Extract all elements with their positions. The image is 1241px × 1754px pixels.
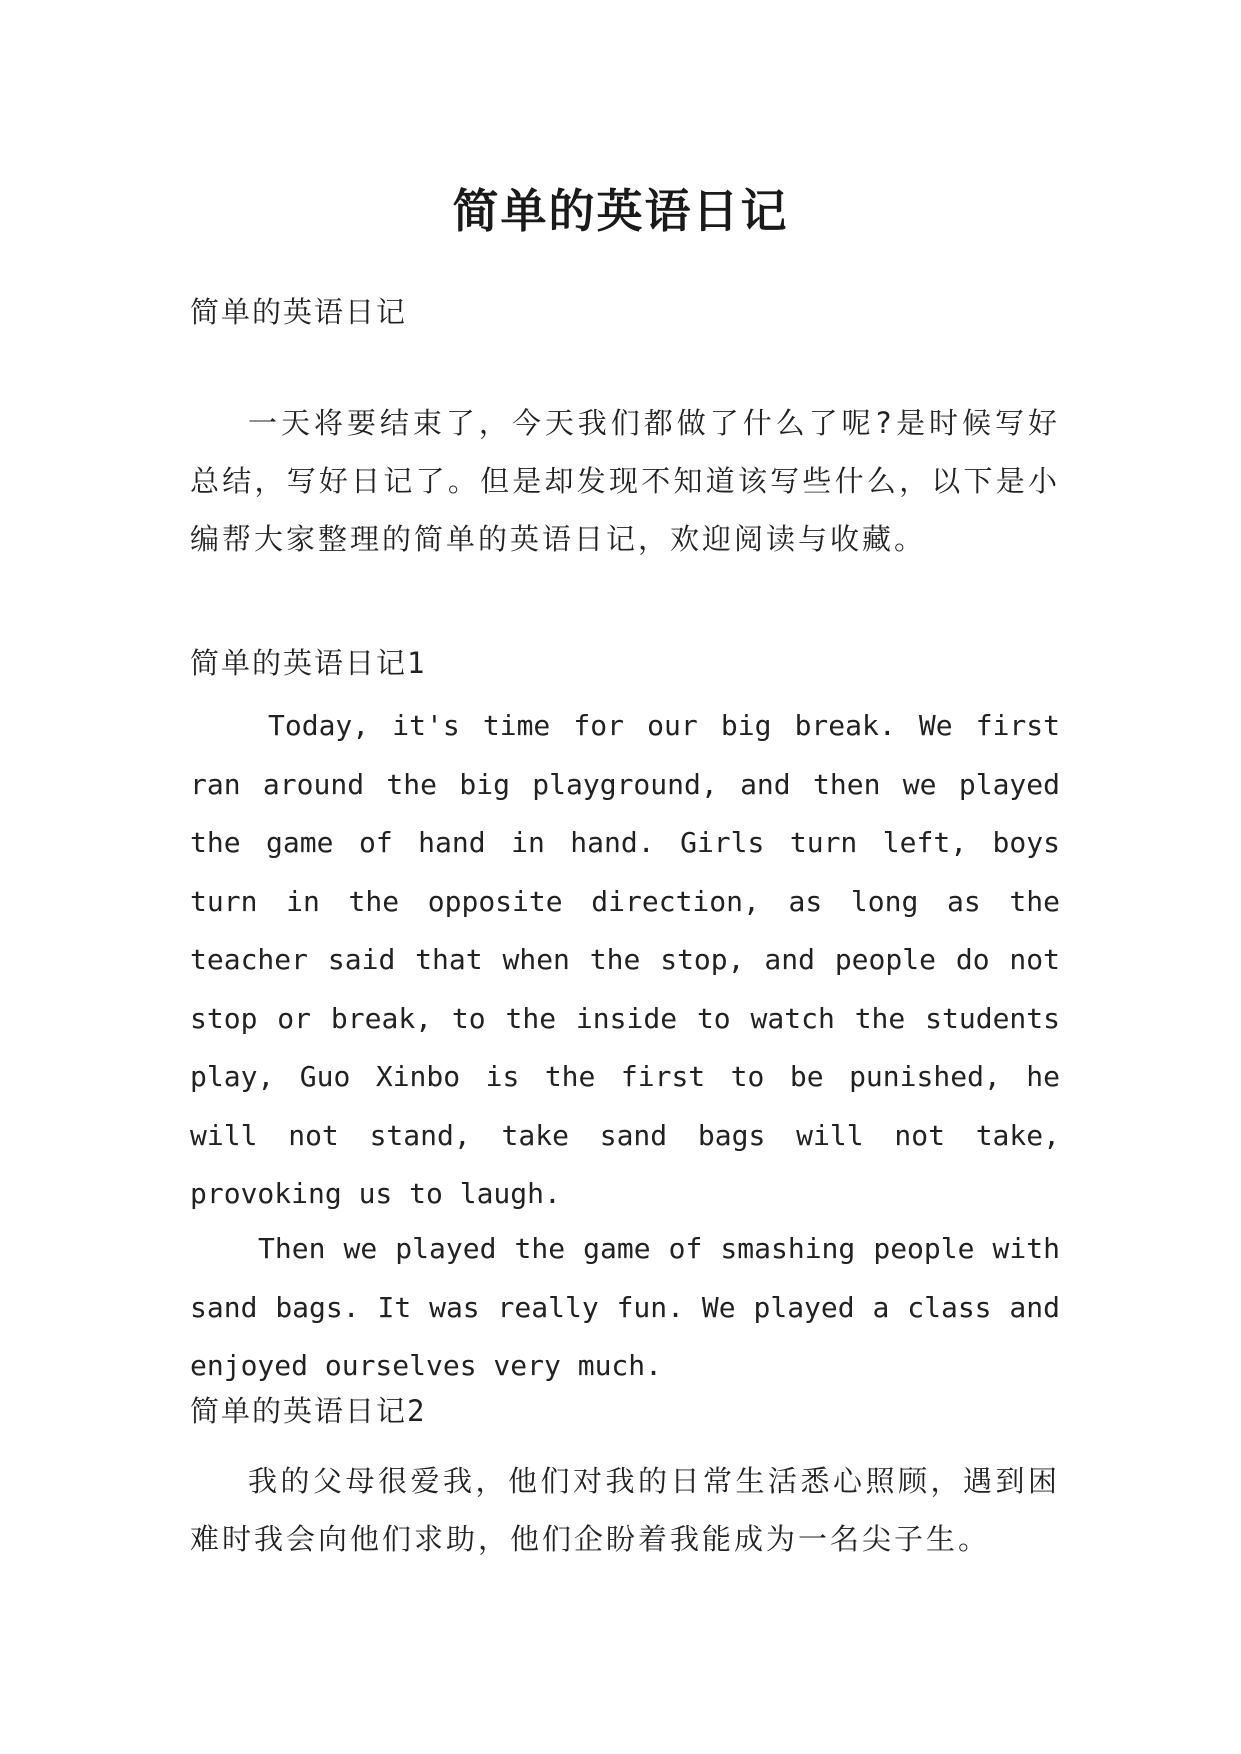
intro-paragraph: 一天将要结束了，今天我们都做了什么了呢?是时候写好总结，写好日记了。但是却发现不知道该写些什么，以下是小编帮大家整理的简单的英语日记，欢迎阅读与收藏。: [190, 406, 1060, 556]
document-subtitle: 简单的英语日记: [190, 295, 408, 329]
section-2-heading: 简单的英语日记2: [190, 1394, 427, 1428]
section-1-heading: 简单的英语日记1: [190, 646, 427, 680]
section-1-paragraph-1: Today, it's time for our big break. We first ran around the big playground, and then we played the game of hand in hand. Girls turn left, boys turn in the opposite direction, as long as the teacher said that when the stop, and people do not stop or break, to the inside to watch the students play, Guo Xinbo is the first to be punished, he will not stand, take sand bags will not take, provoking us to laugh.: [190, 709, 1060, 1210]
section-1-paragraph-2: Then we played the game of smashing people with sand bags. It was really fun. We played a class and enjoyed ourselves very much.: [190, 1232, 1060, 1382]
document-title: 简单的英语日记: [452, 183, 789, 238]
section-2-paragraph-1: 我的父母很爱我，他们对我的日常生活悉心照顾，遇到困难时我会向他们求助，他们企盼着我能成为一名尖子生。: [190, 1464, 1060, 1556]
